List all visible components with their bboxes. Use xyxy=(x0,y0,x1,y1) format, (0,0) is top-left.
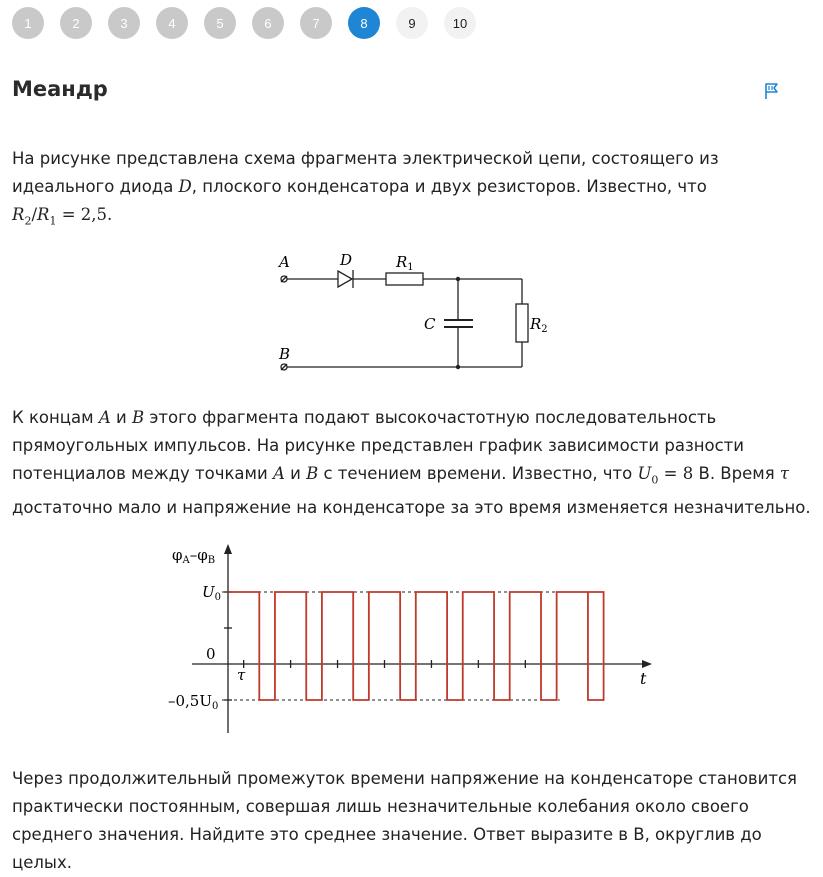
p2-text: К концам xyxy=(12,408,99,427)
y-tick-label-zero: 0 xyxy=(206,645,216,663)
task-title: Меандр xyxy=(12,77,108,101)
label-a: A xyxy=(279,253,290,271)
question-line-3: среднего значения. Найдите это среднее значение. Ответ выразите в В, округлив до целых. xyxy=(12,825,762,872)
p2-text: В. Время xyxy=(693,464,780,483)
point-b: B xyxy=(306,464,319,483)
page-button-4[interactable]: 4 xyxy=(156,7,188,39)
y-axis-arrow xyxy=(224,544,232,554)
label-c: C xyxy=(424,315,436,333)
question-line-2: практически постоянным, совершая лишь незначительные колебания около своего xyxy=(12,797,749,816)
voltage-time-graph xyxy=(164,538,664,738)
intro-text: идеального диода xyxy=(12,177,179,196)
y-axis-label: $\varphi_A-\varphi_B$ xyxy=(172,546,216,566)
point-a: A xyxy=(272,464,285,483)
y-tick-label-neg: $-0,5U_0$ xyxy=(168,692,219,712)
diode xyxy=(338,270,353,288)
label-d: D xyxy=(340,251,353,269)
p2-text: с течением времени. Известно, что xyxy=(318,464,638,483)
x-axis-label: t xyxy=(640,669,647,688)
ratio-formula: $R_2/R_1 = 2,5$. xyxy=(12,205,113,228)
intro-line-1: На рисунке представлена схема фрагмента электрической цепи, состоящего из xyxy=(12,149,719,168)
p2-text: и xyxy=(110,408,132,427)
page-button-3[interactable]: 3 xyxy=(108,7,140,39)
x-axis-arrow xyxy=(642,660,652,668)
p2-text: потенциалов между точками xyxy=(12,464,273,483)
point-b: B xyxy=(131,408,145,427)
page-button-6[interactable]: 6 xyxy=(252,7,284,39)
label-r1: $R_1$ xyxy=(396,253,414,273)
resistor-r2 xyxy=(516,304,528,342)
problem-intro xyxy=(12,145,818,235)
page-button-1[interactable]: 1 xyxy=(12,7,44,39)
task-pagination xyxy=(12,7,476,39)
question-line-1: Через продолжительный промежуток времени напряжение на конденсаторе становится xyxy=(12,769,797,788)
junction-dot xyxy=(456,365,460,369)
problem-signal-description xyxy=(12,404,818,522)
x-tick-label-tau: τ xyxy=(237,666,246,684)
intro-text: , плоского конденсатора и двух резисторов. Известно, что xyxy=(191,177,707,196)
point-a: A xyxy=(98,408,111,427)
label-r2: $R_2$ xyxy=(530,315,548,335)
label-b: B xyxy=(279,345,291,363)
p2-text: этого фрагмента подают высокочастотную последовательность xyxy=(144,408,717,427)
p2-line-2: прямоугольных импульсов. На рисунке представлен график зависимости разности xyxy=(12,436,745,455)
page-button-2[interactable]: 2 xyxy=(60,7,92,39)
resistor-r1 xyxy=(386,273,423,285)
page-button-9[interactable]: 9 xyxy=(396,7,428,39)
p2-text: и xyxy=(284,464,307,483)
junction-dot xyxy=(456,277,460,281)
voltage-series-line xyxy=(228,592,604,700)
problem-question xyxy=(12,765,818,877)
page-button-5[interactable]: 5 xyxy=(204,7,236,39)
page-button-7[interactable]: 7 xyxy=(300,7,332,39)
p2-line-4: достаточно мало и напряжение на конденсаторе за это время изменяется незначительно. xyxy=(12,498,811,518)
tau-symbol: τ xyxy=(779,464,790,483)
flag-icon[interactable] xyxy=(762,81,782,101)
diode-symbol: D xyxy=(178,177,192,196)
circuit-diagram xyxy=(272,246,562,376)
y-tick-label-u0: $U_0$ xyxy=(202,583,222,603)
page-button-10[interactable]: 10 xyxy=(444,7,476,39)
page-button-8-current[interactable]: 8 xyxy=(348,7,380,39)
u0-formula: $U_0 = 8$ xyxy=(637,464,694,487)
